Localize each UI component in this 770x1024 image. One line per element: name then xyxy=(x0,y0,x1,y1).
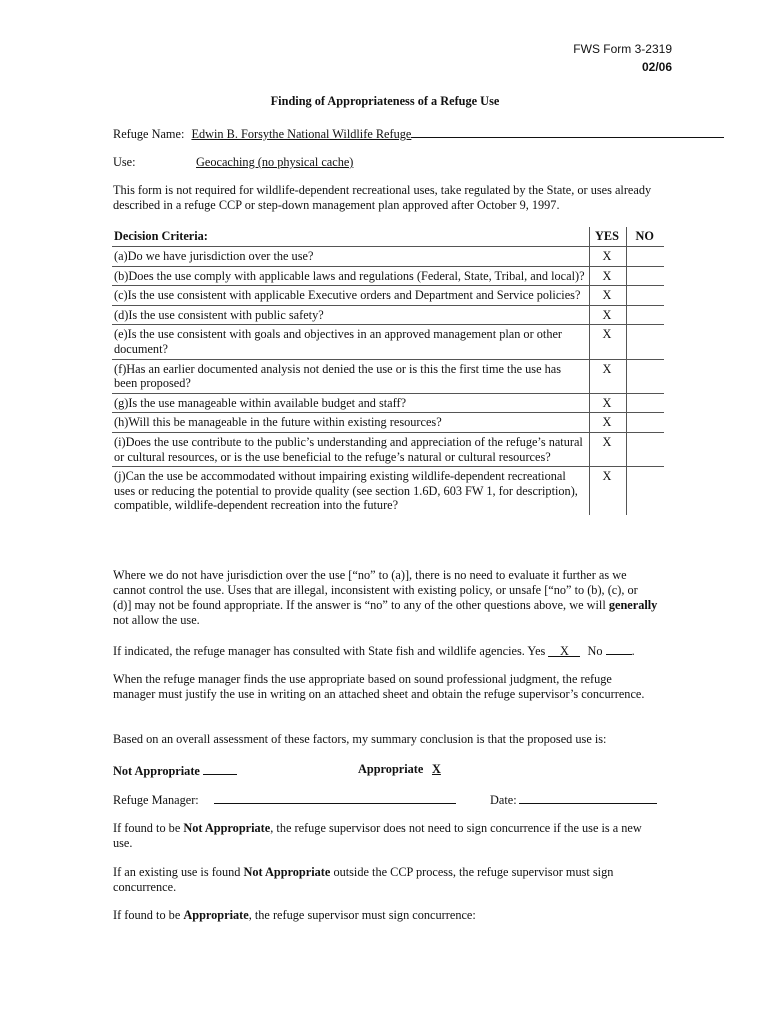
table-row xyxy=(112,432,664,466)
consult-no-label: No xyxy=(587,644,603,658)
assessment-text: Based on an overall assessment of these factors, my summary conclusion is that the proposed use is: xyxy=(113,732,607,746)
page-title: Finding of Appropriateness of a Refuge Use xyxy=(270,94,500,108)
no-cell[interactable] xyxy=(626,359,664,393)
not-appropriate-field[interactable] xyxy=(203,762,237,775)
use-value[interactable]: Geocaching (no physical cache) xyxy=(196,155,354,169)
note2-text: If an existing use is found xyxy=(113,865,241,879)
no-cell[interactable] xyxy=(626,305,664,325)
yes-cell[interactable]: X xyxy=(589,393,626,413)
table-row xyxy=(112,467,664,515)
refuge-name-row xyxy=(113,125,733,142)
form-number: FWS Form 3-2319 xyxy=(573,42,672,56)
table-row xyxy=(112,393,664,413)
yes-header: YES xyxy=(589,227,626,247)
yes-cell[interactable]: X xyxy=(589,247,626,267)
refuge-name-value[interactable]: Edwin B. Forsythe National Wildlife Refuge xyxy=(191,127,412,141)
consult-row xyxy=(113,642,673,659)
yes-cell[interactable]: X xyxy=(589,432,626,466)
consult-yes-value: X xyxy=(559,644,569,658)
appropriate-label: Appropriate xyxy=(358,762,424,776)
note1-text-end: , the refuge supervisor does not need to sign concurrence if the use is a new use. xyxy=(113,821,642,850)
table-row xyxy=(112,266,664,286)
no-cell[interactable] xyxy=(626,247,664,267)
intro-text: This form is not required for wildlife-dependent recreational uses, take regulated by the State, or uses already described in a refuge CCP or step-down management plan approved after October 9, 1997. xyxy=(113,183,652,212)
no-cell[interactable] xyxy=(626,266,664,286)
not-appropriate-label: Not Appropriate xyxy=(113,764,200,778)
jurisdiction-text-end: not allow the use. xyxy=(113,613,200,627)
criteria-header: Decision Criteria: xyxy=(112,227,589,247)
note-not-appropriate-existing xyxy=(113,865,653,895)
no-cell[interactable] xyxy=(626,413,664,433)
yes-cell[interactable]: X xyxy=(589,359,626,393)
yes-cell[interactable]: X xyxy=(589,286,626,306)
jurisdiction-text: Where we do not have jurisdiction over the use [“no” to (a)], there is no need to evaluate it further as we cannot control the use. Uses that are illegal, inconsistent with existing policy, or unsafe [“no” to (b), (c), or (d)] may not be found appropriate. If the answer is “no” to any of the other questions above, we will xyxy=(113,568,638,612)
manager-row xyxy=(113,791,456,808)
table-row xyxy=(112,286,664,306)
no-cell[interactable] xyxy=(626,393,664,413)
jurisdiction-paragraph xyxy=(113,568,658,628)
note-appropriate xyxy=(113,908,658,923)
table-row xyxy=(112,359,664,393)
criteria-text: (c)Is the use consistent with applicable Executive orders and Department and Service policies? xyxy=(112,286,589,306)
criteria-text: (e)Is the use consistent with goals and objectives in an approved management plan or other document? xyxy=(112,325,589,359)
consult-yes-field[interactable] xyxy=(548,644,580,657)
consult-text: If indicated, the refuge manager has consulted with State fish and wildlife agencies. Yes xyxy=(113,644,546,658)
criteria-text: (g)Is the use manageable within available budget and staff? xyxy=(112,393,589,413)
note1-text: If found to be xyxy=(113,821,181,835)
criteria-text: (f)Has an earlier documented analysis not denied the use or is this the first time the use has been proposed? xyxy=(112,359,589,393)
not-appropriate-row xyxy=(113,762,237,779)
consult-no-field[interactable] xyxy=(606,642,632,655)
refuge-name-label: Refuge Name: xyxy=(113,127,185,141)
consult-end: . xyxy=(631,644,635,658)
appropriate-value[interactable]: X xyxy=(431,762,441,776)
date-label: Date: xyxy=(490,793,517,807)
yes-cell[interactable]: X xyxy=(589,325,626,359)
note3-text-end: , the refuge supervisor must sign concurrence: xyxy=(248,908,476,922)
manager-signature-field[interactable] xyxy=(214,791,456,804)
use-label: Use: xyxy=(113,155,136,169)
note3-text: If found to be xyxy=(113,908,181,922)
jurisdiction-bold: generally xyxy=(608,598,658,612)
criteria-text: (j)Can the use be accommodated without impairing existing wildlife-dependent recreational uses or reducing the potential to provide quality (see section 1.6D, 603 FW 1, for description), compatible, wildlife-dependent recreation into the future? xyxy=(114,469,578,513)
yes-cell[interactable]: X xyxy=(589,413,626,433)
note2-text-end: outside the CCP process, the refuge supervisor must sign concurrence. xyxy=(113,865,614,894)
criteria-text: (d)Is the use consistent with public safety? xyxy=(112,305,589,325)
no-header: NO xyxy=(626,227,664,247)
criteria-text: (h)Will this be manageable in the future within existing resources? xyxy=(112,413,589,433)
justify-text: When the refuge manager finds the use appropriate based on sound professional judgment, the refuge manager must justify the use in writing on an attached sheet and obtain the refuge supervisor’s concurrence. xyxy=(113,672,645,701)
note-not-appropriate-new xyxy=(113,821,658,851)
note3-bold: Appropriate xyxy=(183,908,249,922)
no-cell[interactable] xyxy=(626,286,664,306)
criteria-text: (a)Do we have jurisdiction over the use? xyxy=(112,247,589,267)
table-row xyxy=(112,247,664,267)
note1-bold: Not Appropriate xyxy=(183,821,271,835)
appropriate-row xyxy=(358,762,446,777)
criteria-text: (i)Does the use contribute to the public’s understanding and appreciation of the refuge’s natural or cultural resources, or is the use beneficial to the refuge’s natural or cultural resources? xyxy=(112,432,589,466)
table-row xyxy=(112,305,664,325)
decision-criteria-table xyxy=(112,227,664,515)
yes-cell[interactable]: X xyxy=(589,467,626,515)
no-cell[interactable] xyxy=(626,325,664,359)
manager-label: Refuge Manager: xyxy=(113,793,199,807)
no-cell[interactable] xyxy=(626,432,664,466)
criteria-text: (b)Does the use comply with applicable laws and regulations (Federal, State, Tribal, and local)? xyxy=(112,266,589,286)
note2-bold: Not Appropriate xyxy=(243,865,331,879)
form-revision: 02/06 xyxy=(641,60,672,74)
refuge-name-fill-line xyxy=(411,125,724,138)
date-field[interactable] xyxy=(519,791,657,804)
form-header xyxy=(573,40,672,76)
yes-cell[interactable]: X xyxy=(589,305,626,325)
table-row xyxy=(112,413,664,433)
date-row xyxy=(490,791,657,808)
use-row xyxy=(113,155,513,170)
table-row xyxy=(112,325,664,359)
no-cell[interactable] xyxy=(626,467,664,515)
table-header-row xyxy=(112,227,664,247)
yes-cell[interactable]: X xyxy=(589,266,626,286)
